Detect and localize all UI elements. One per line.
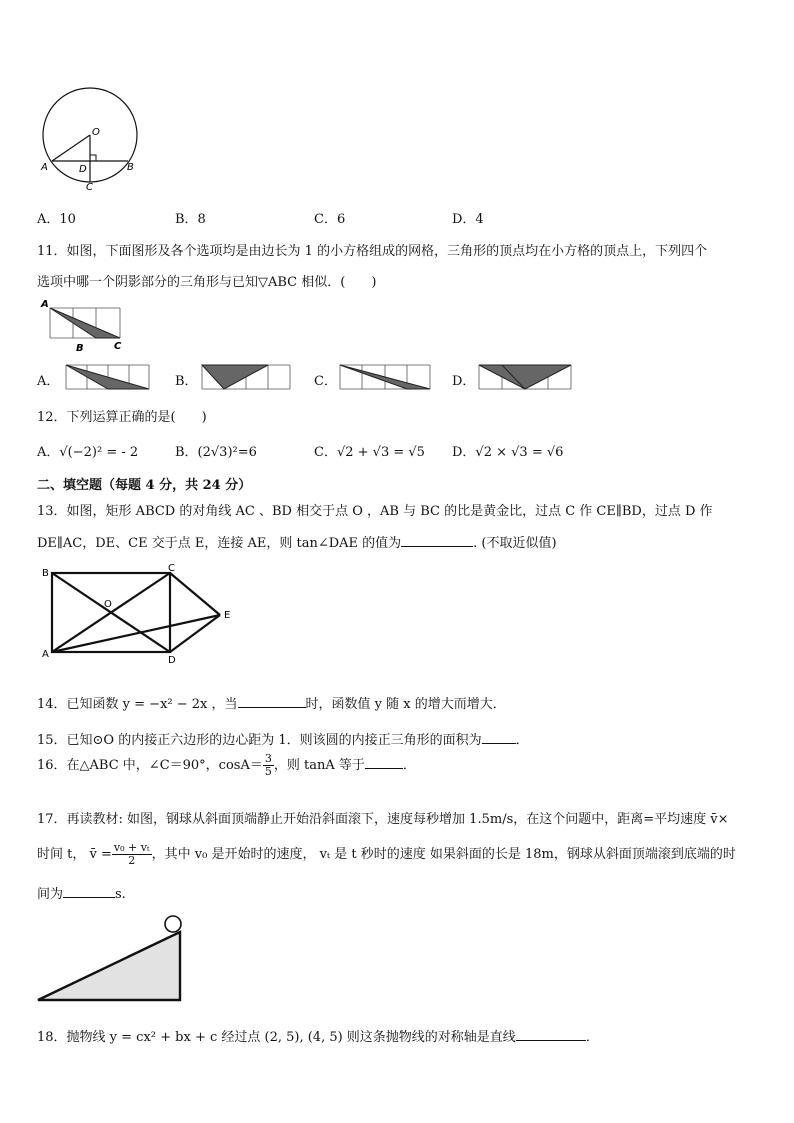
q13-label-o: O (104, 599, 112, 610)
q12-option-b: B．(2√3)²=6 (175, 445, 257, 460)
q14-tail: 时，函数值 y 随 x 的增大而增大． (305, 697, 506, 712)
q15-answer-blank[interactable] (482, 731, 516, 744)
q16-line (37, 753, 416, 778)
q13-label-e: E (224, 610, 231, 621)
q10-line-oa (52, 135, 90, 161)
q16-answer-blank[interactable] (365, 756, 403, 769)
q11-option-c-figure (336, 360, 434, 394)
q12-option-a: A．√(−2)² = - 2 (37, 445, 139, 460)
q13-line2-text: DE∥AC，DE、CE 交于点 E，连接 AE，则 tan∠DAE 的值为 (37, 536, 402, 551)
q10-circle-figure (30, 85, 145, 195)
q17-denominator: 2 (128, 854, 136, 867)
q17-answer-blank[interactable] (63, 885, 115, 898)
q16-numerator: 3 (264, 752, 272, 765)
q11-option-d: D． (452, 374, 476, 389)
q17-line3-tail: s. (115, 887, 126, 902)
q17-line2-tail: ，其中 v₀ 是开始时的速度， vₜ 是 t 秒时的速度 如果斜面的长是 18m，钢球从斜面顶端滚到底端的时 (151, 847, 736, 862)
q16-text-2: ，则 tanA 等于 (273, 758, 365, 773)
q17-slope-figure (34, 910, 190, 1006)
q10-label-o: O (92, 127, 100, 138)
q17-numerator: v₀ + vₜ (113, 841, 150, 854)
q15-tail: ． (515, 733, 529, 748)
q11-option-a: A． (37, 374, 60, 389)
q16-text: 16．在△ABC 中，∠C＝90°，cosA＝ (37, 758, 263, 773)
q16-tail: ． (402, 758, 416, 773)
q18-text: 18．抛物线 y = cx² + bx + c 经过点 (2, 5), (4, 5) 则这条抛物线的对称轴是直线 (37, 1030, 516, 1045)
q11-label-c: C (114, 341, 122, 352)
q13-line2-tail: . (不取近似值) (473, 536, 557, 551)
q14-line (37, 693, 506, 712)
q16-fraction (263, 753, 274, 778)
q18-answer-blank[interactable] (516, 1028, 586, 1041)
q10-option-b: B．8 (175, 212, 206, 227)
q17-steel-ball (165, 916, 181, 932)
section-heading-fill-in: 二、填空题（每题 4 分，共 24 分） (37, 478, 252, 493)
q17-fraction (112, 842, 152, 867)
q12-stem: 12．下列运算正确的是( ) (37, 410, 207, 425)
q10-option-c: C．6 (314, 212, 346, 227)
q15-line (37, 729, 529, 748)
q17-line2-text: 时间 t， v̄ = (37, 847, 112, 862)
q13-label-a: A (42, 649, 49, 660)
q10-label-c: C (86, 182, 93, 193)
q18-line (37, 1026, 599, 1045)
q13-answer-blank[interactable] (401, 534, 473, 547)
q17-line1: 17．再读教材: 如图，钢球从斜面顶端静止开始沿斜面滚下，速度每秒增加 1.5m/s，在这个问题中，距离=平均速度 v̄× (37, 812, 729, 827)
q13-line2 (37, 532, 557, 551)
q11-label-b: B (76, 343, 84, 354)
q15-text: 15．已知⊙O 的内接正六边形的边心距为 1．则该圆的内接正三角形的面积为 (37, 733, 482, 748)
q13-label-d: D (168, 655, 176, 666)
q12-option-c: C．√2 + √3 = √5 (314, 445, 425, 460)
q10-right-angle-mark (90, 155, 96, 161)
q13-label-c: C (168, 563, 175, 574)
q11-option-a-figure (62, 360, 154, 394)
q10-option-a: A．10 (37, 212, 76, 227)
q14-answer-blank[interactable] (238, 695, 306, 708)
q16-denominator: 5 (264, 765, 272, 778)
q17-line3-text: 间为 (37, 887, 64, 902)
q17-line3 (37, 883, 126, 902)
q10-label-b: B (127, 162, 134, 173)
q10-option-d: D．4 (452, 212, 484, 227)
q13-line1: 13．如图，矩形 ABCD 的对角线 AC 、BD 相交于点 O ，AB 与 BC 的比是黄金比，过点 C 作 CE∥BD，过点 D 作 (37, 504, 713, 519)
q14-text: 14．已知函数 y = −x² − 2x ，当 (37, 697, 238, 712)
q10-label-a: A (41, 162, 48, 173)
q12-option-d: D．√2 × √3 = √6 (452, 445, 564, 460)
q10-label-d: D (79, 164, 87, 175)
q11-line2: 选项中哪一个阴影部分的三角形与已知▽ABC 相似．( ) (37, 275, 377, 290)
q11-option-b-figure (198, 360, 294, 394)
q18-tail: ． (585, 1030, 599, 1045)
q13-rectangle-figure (38, 562, 238, 668)
q11-option-d-figure (475, 360, 575, 394)
q17-incline (38, 932, 180, 1000)
q13-label-b: B (42, 568, 49, 579)
q11-line1: 11．如图，下面图形及各个选项均是由边长为 1 的小方格组成的网格，三角形的顶点均在小方格的顶点上，下列四个 (37, 244, 708, 259)
q11-option-b: B． (175, 374, 198, 389)
q11-option-c: C． (314, 374, 337, 389)
q11-label-a: A (41, 299, 49, 310)
q11-given-triangle-figure (38, 296, 128, 354)
q11-triangle-abc (50, 308, 120, 338)
q17-line2 (37, 842, 736, 867)
